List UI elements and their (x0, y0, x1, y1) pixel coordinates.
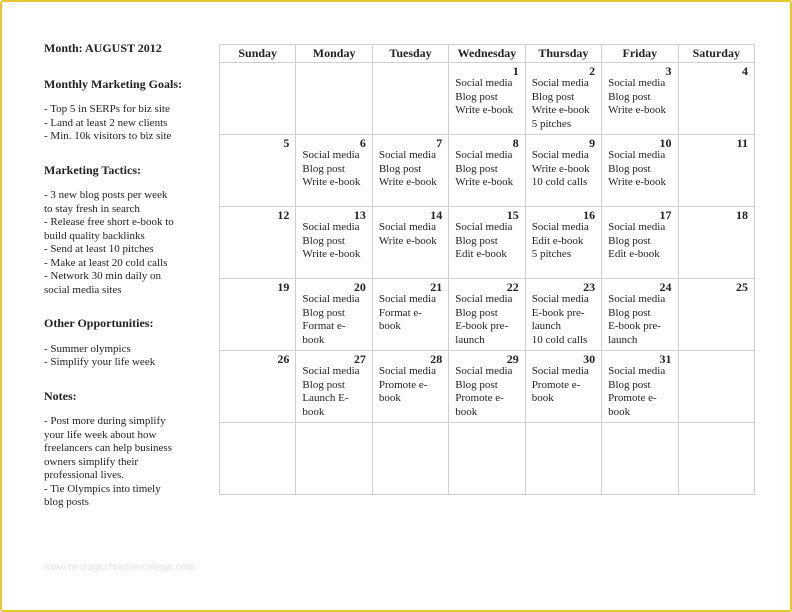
day-number: 6 (359, 136, 366, 150)
task-item: Edit e-book (455, 248, 507, 260)
task-item: Social media (378, 149, 436, 161)
task-item: Blog post (455, 90, 498, 103)
day-tasks (296, 149, 371, 190)
calendar-day-cell (220, 351, 296, 423)
task-item: Blog post (302, 162, 345, 175)
day-tasks (373, 221, 448, 248)
tactics-section (44, 164, 204, 298)
calendar-week-row (220, 279, 755, 351)
calendar-day-cell (678, 351, 754, 423)
task-item: Social media (455, 293, 513, 305)
list-item: - Top 5 in SERPs for biz site (44, 103, 170, 115)
task-item: book (302, 333, 325, 346)
list-item: build quality backlinks (44, 229, 145, 242)
list-item: - 3 new blog posts per week (44, 189, 168, 201)
day-number: 17 (659, 208, 672, 222)
day-number: 12 (277, 208, 290, 222)
day-number: 25 (736, 280, 748, 294)
task-item: Write e-book (378, 176, 437, 188)
calendar-week-row (220, 207, 755, 279)
task-item: Social media (608, 221, 666, 233)
weekday-wednesday: Wednesday (449, 45, 525, 63)
task-item: book (608, 405, 631, 418)
calendar-day-cell (525, 63, 601, 135)
notes-list (44, 415, 204, 510)
task-item: Social media (608, 77, 666, 89)
list-item: - Tie Olympics into timely (44, 482, 161, 495)
calendar-day-cell (296, 279, 372, 351)
tactics-title: Marketing Tactics: (44, 162, 141, 177)
calendar-day-cell (602, 351, 678, 423)
calendar-day-cell (678, 279, 754, 351)
day-tasks (526, 149, 601, 190)
day-number: 30 (583, 352, 596, 366)
day-number: 31 (659, 352, 672, 366)
opportunities-title: Other Opportunities: (44, 316, 154, 330)
calendar-day-cell (296, 207, 372, 279)
day-number: 10 (659, 136, 672, 150)
notes-title: Notes: (44, 388, 77, 403)
task-item: Social media (455, 149, 513, 161)
calendar-day-cell (220, 207, 296, 279)
task-item: Blog post (531, 90, 575, 103)
day-number (449, 425, 524, 437)
day-number: 4 (742, 64, 748, 78)
day-number: 3 (665, 64, 672, 78)
task-item: Social media (608, 293, 666, 305)
calendar-week-row (220, 423, 755, 495)
day-number: 5 (283, 136, 290, 150)
task-item: book (455, 405, 478, 418)
task-item: Launch E- (302, 392, 349, 404)
calendar-body (220, 63, 755, 495)
day-tasks (296, 293, 371, 347)
calendar-day-cell (220, 63, 296, 135)
notes-section (44, 390, 204, 510)
calendar-day-cell (220, 279, 296, 351)
task-item: Promote e- (455, 392, 504, 404)
weekday-header-row (220, 45, 755, 63)
day-number: 14 (430, 208, 443, 222)
goals-section (44, 78, 204, 144)
day-tasks (449, 293, 524, 347)
task-item: Edit e-book (531, 234, 584, 247)
task-item: Blog post (302, 378, 345, 391)
task-item: Promote e- (531, 378, 581, 391)
calendar-day-cell (678, 423, 754, 495)
task-item: Social media (302, 365, 360, 377)
day-number: 23 (583, 280, 596, 294)
task-item: Social media (455, 221, 513, 233)
day-number: 11 (736, 136, 748, 150)
task-item: Promote e- (378, 378, 428, 391)
task-item: Social media (531, 365, 589, 377)
list-item: blog posts (44, 496, 89, 508)
list-item: - Make at least 20 cold calls (44, 256, 168, 269)
task-item: Blog post (608, 306, 651, 319)
day-tasks (526, 221, 601, 262)
calendar-day-cell (449, 279, 525, 351)
task-item: Write e-book (378, 234, 437, 247)
day-tasks (602, 221, 677, 262)
task-item: E-book pre- (455, 320, 509, 332)
calendar-day-cell (678, 63, 754, 135)
calendar-day-cell (449, 423, 525, 495)
calendar-day-cell (372, 279, 448, 351)
calendar-day-cell (449, 63, 525, 135)
task-item: launch (608, 333, 638, 346)
calendar-day-cell (296, 423, 372, 495)
task-item: Write e-book (302, 176, 361, 188)
day-tasks (602, 149, 677, 190)
goals-title: Monthly Marketing Goals: (44, 76, 182, 91)
list-item: - Land at least 2 new clients (44, 116, 168, 129)
weekday-monday: Monday (296, 45, 372, 63)
day-number (602, 425, 677, 437)
day-number (679, 353, 754, 365)
task-item: Format e- (302, 320, 346, 332)
list-item: - Min. 10k visitors to biz site (44, 130, 172, 142)
calendar-week-row (220, 63, 755, 135)
task-item: Blog post (378, 162, 422, 175)
day-tasks (296, 221, 371, 262)
task-item: Write e-book (455, 176, 514, 188)
day-number: 27 (353, 352, 366, 366)
task-item: Write e-book (455, 104, 514, 116)
tactics-list (44, 189, 204, 297)
day-number: 15 (506, 208, 519, 222)
list-item: - Network 30 min daily on (44, 270, 162, 282)
task-item: Social media (531, 221, 589, 233)
calendar-day-cell (372, 63, 448, 135)
weekday-thursday: Thursday (525, 45, 601, 63)
task-item: Social media (455, 77, 513, 89)
day-number: 2 (589, 64, 596, 78)
task-item: book (302, 405, 325, 418)
task-item: Social media (378, 365, 436, 377)
calendar-day-cell (296, 63, 372, 135)
task-item: Edit e-book (608, 248, 660, 260)
weekday-sunday: Sunday (220, 45, 296, 63)
calendar-day-cell (678, 135, 754, 207)
day-tasks (373, 365, 448, 406)
task-item: Blog post (455, 378, 498, 391)
task-item: Write e-book (531, 104, 590, 116)
calendar-day-cell (678, 207, 754, 279)
task-item: Social media (455, 365, 513, 377)
day-number: 7 (436, 136, 443, 150)
task-item: Social media (378, 293, 436, 305)
calendar-week-row (220, 351, 755, 423)
task-item: Social media (302, 293, 360, 305)
calendar-week-row (220, 135, 755, 207)
task-item: Promote e- (608, 392, 657, 404)
day-number: 26 (277, 352, 290, 366)
day-number: 22 (506, 280, 519, 294)
day-tasks (373, 149, 448, 190)
list-item: professional lives. (44, 469, 125, 481)
calendar-day-cell (220, 423, 296, 495)
task-item: 5 pitches (531, 248, 572, 260)
day-number: 9 (589, 136, 596, 150)
task-item: book (378, 320, 401, 332)
calendar-day-cell (602, 63, 678, 135)
task-item: E-book pre- (531, 306, 585, 319)
task-item: Blog post (455, 306, 498, 319)
day-tasks (602, 365, 677, 419)
weekday-friday: Friday (602, 45, 678, 63)
day-tasks (449, 77, 524, 118)
day-number: 24 (659, 280, 672, 294)
calendar-day-cell (449, 135, 525, 207)
calendar-day-cell (525, 423, 601, 495)
calendar-day-cell (372, 351, 448, 423)
day-number (220, 65, 295, 77)
task-item: Write e-book (608, 104, 667, 116)
day-number: 21 (430, 280, 443, 294)
task-item: Social media (531, 77, 589, 89)
calendar-day-cell (525, 279, 601, 351)
calendar-grid (219, 44, 755, 495)
opportunities-list (44, 343, 204, 370)
task-item: book (531, 392, 554, 404)
day-number: 28 (430, 352, 443, 366)
list-item: freelancers can help business (44, 442, 172, 454)
calendar-day-cell (372, 207, 448, 279)
list-item: owners simplify their (44, 455, 139, 468)
calendar-day-cell (602, 279, 678, 351)
task-item: Social media (531, 149, 589, 161)
day-tasks (296, 365, 371, 419)
day-number (373, 425, 448, 437)
day-number: 29 (506, 352, 519, 366)
task-item: Blog post (455, 162, 498, 175)
task-item: Blog post (302, 306, 345, 319)
day-number (526, 425, 601, 437)
task-item: Format e- (378, 306, 422, 319)
task-item: 5 pitches (531, 117, 572, 130)
calendar-day-cell (220, 135, 296, 207)
goals-list (44, 103, 204, 144)
month-label: Month: AUGUST 2012 (44, 41, 162, 55)
calendar-day-cell (525, 207, 601, 279)
day-number (296, 425, 371, 437)
list-item: to stay fresh in search (44, 202, 140, 215)
task-item: launch (531, 320, 562, 332)
task-item: launch (455, 333, 485, 346)
task-item: Social media (302, 221, 360, 233)
task-item: Social media (531, 293, 589, 305)
task-item: Blog post (608, 90, 651, 103)
day-number (220, 425, 295, 437)
task-item: E-book pre- (608, 320, 661, 332)
list-item: - Summer olympics (44, 342, 131, 355)
day-tasks (449, 221, 524, 262)
task-item: Write e-book (608, 176, 667, 188)
day-tasks (526, 293, 601, 347)
calendar-day-cell (449, 207, 525, 279)
task-item: Write e-book (531, 162, 590, 175)
planner-sidebar (44, 42, 204, 530)
calendar-day-cell (525, 135, 601, 207)
day-tasks (602, 293, 677, 347)
calendar-day-cell (372, 423, 448, 495)
task-item: Write e-book (302, 248, 361, 260)
task-item: Social media (302, 149, 360, 161)
list-item: - Post more during simplify (44, 415, 166, 427)
day-tasks (373, 293, 448, 334)
calendar-day-cell (296, 135, 372, 207)
list-item: - Simplify your life week (44, 356, 156, 368)
opportunities-section (44, 317, 204, 370)
calendar-day-cell (525, 351, 601, 423)
weekday-tuesday: Tuesday (372, 45, 448, 63)
task-item: Social media (378, 221, 436, 233)
list-item: - Send at least 10 pitches (44, 243, 154, 255)
list-item: social media sites (44, 283, 122, 296)
task-item: Social media (608, 365, 666, 377)
list-item: - Release free short e-book to (44, 216, 174, 228)
day-tasks (449, 365, 524, 419)
day-tasks (526, 365, 601, 406)
calendar-day-cell (602, 207, 678, 279)
day-number (373, 65, 448, 77)
day-number (296, 65, 371, 77)
day-tasks (526, 77, 601, 131)
day-number (679, 425, 754, 437)
day-number: 13 (353, 208, 366, 222)
task-item: Blog post (608, 162, 651, 175)
task-item: 10 cold calls (531, 333, 588, 346)
day-number: 19 (277, 280, 290, 294)
calendar-day-cell (449, 351, 525, 423)
task-item: Blog post (302, 234, 345, 247)
day-tasks (602, 77, 677, 118)
task-item: 10 cold calls (531, 176, 588, 188)
day-number: 16 (583, 208, 596, 222)
task-item: Blog post (455, 234, 498, 247)
calendar-day-cell (372, 135, 448, 207)
task-item: Blog post (608, 378, 651, 391)
task-item: Blog post (608, 234, 651, 247)
task-item: book (378, 392, 401, 404)
list-item: your life week about how (44, 428, 157, 441)
day-number: 20 (353, 280, 366, 294)
day-tasks (449, 149, 524, 190)
day-number: 8 (512, 136, 519, 150)
watermark: www.heritagechristiancollege.com (44, 562, 195, 573)
task-item: Social media (608, 149, 666, 161)
day-number: 18 (736, 208, 748, 222)
calendar-day-cell (602, 423, 678, 495)
day-number: 1 (512, 64, 519, 78)
weekday-saturday: Saturday (678, 45, 754, 63)
calendar-day-cell (296, 351, 372, 423)
calendar-day-cell (602, 135, 678, 207)
